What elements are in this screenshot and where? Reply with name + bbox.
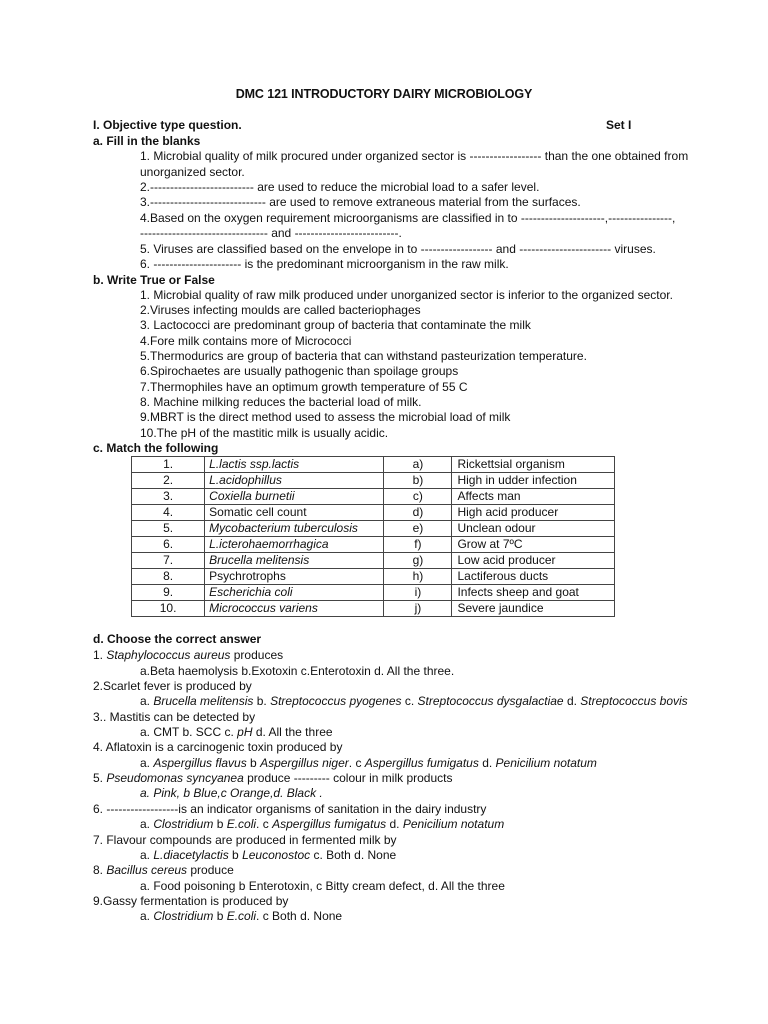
match-letter: i) — [384, 585, 452, 601]
truefalse-line: 3. Lactococci are predominant group of bacteria that contaminate the milk — [140, 318, 531, 332]
fill-line: unorganized sector. — [140, 165, 245, 179]
truefalse-line: 9.MBRT is the direct method used to assess the microbial load of milk — [140, 410, 511, 424]
set-label: Set I — [606, 118, 632, 132]
match-letter: h) — [384, 569, 452, 585]
match-item: Somatic cell count — [205, 505, 384, 521]
table-row — [132, 585, 615, 601]
question-9: 9.Gassy fermentation is produced by — [93, 894, 289, 908]
match-letter: c) — [384, 489, 452, 505]
question-6-options: a. Clostridium b E.coli. c Aspergillus fumigatus d. Penicilium notatum — [140, 817, 505, 831]
truefalse-line: 5.Thermodurics are group of bacteria that can withstand pasteurization temperature. — [140, 349, 587, 363]
match-item: L.icterohaemorrhagica — [205, 537, 384, 553]
match-letter: a) — [384, 457, 452, 473]
match-option: High acid producer — [452, 505, 615, 521]
fill-line: 1. Microbial quality of milk procured under organized sector is ------------------ than the one obtained from — [140, 149, 689, 163]
match-letter: d) — [384, 505, 452, 521]
match-item: Micrococcus variens — [205, 601, 384, 617]
question-8-options: a. Food poisoning b Enterotoxin, c Bitty cream defect, d. All the three — [140, 879, 505, 893]
match-item: L.acidophillus — [205, 473, 384, 489]
table-row — [132, 521, 615, 537]
question-1: 1. Staphylococcus aureus produces — [93, 648, 284, 662]
table-row — [132, 505, 615, 521]
question-3: 3.. Mastitis can be detected by — [93, 710, 256, 724]
match-option: Low acid producer — [452, 553, 615, 569]
match-heading: c. Match the following — [93, 441, 219, 455]
match-option: High in udder infection — [452, 473, 615, 489]
match-letter: b) — [384, 473, 452, 489]
table-row — [132, 473, 615, 489]
document-title: DMC 121 INTRODUCTORY DAIRY MICROBIOLOGY — [235, 87, 533, 101]
fill-line: 3.----------------------------- are used to remove extraneous material from the surfaces. — [140, 195, 581, 209]
fill-line: 6. ---------------------- is the predominant microorganism in the raw milk. — [140, 257, 509, 271]
match-number: 1. — [132, 457, 205, 473]
match-option: Rickettsial organism — [452, 457, 615, 473]
truefalse-heading: b. Write True or False — [93, 273, 215, 287]
match-letter: g) — [384, 553, 452, 569]
question-5-options: a. Pink, b Blue,c Orange,d. Black . — [140, 786, 323, 800]
match-number: 8. — [132, 569, 205, 585]
match-number: 5. — [132, 521, 205, 537]
match-option: Lactiferous ducts — [452, 569, 615, 585]
match-number: 3. — [132, 489, 205, 505]
match-option: Severe jaundice — [452, 601, 615, 617]
match-option: Unclean odour — [452, 521, 615, 537]
question-8: 8. Bacillus cereus produce — [93, 863, 234, 877]
match-option: Affects man — [452, 489, 615, 505]
fill-line: 4.Based on the oxygen requirement microorganisms are classified in to ---------------------,----------------, — [140, 211, 676, 225]
fill-line: -------------------------------- and --------------------------. — [140, 226, 402, 240]
match-option: Grow at 7ºC — [452, 537, 615, 553]
fill-heading: a. Fill in the blanks — [93, 134, 201, 148]
fill-line: 5. Viruses are classified based on the envelope in to ------------------ and ----------------------- viruses. — [140, 242, 656, 256]
table-row — [132, 489, 615, 505]
match-number: 10. — [132, 601, 205, 617]
table-row — [132, 457, 615, 473]
question-5: 5. Pseudomonas syncyanea produce --------- colour in milk products — [93, 771, 453, 785]
match-number: 9. — [132, 585, 205, 601]
match-item: Mycobacterium tuberculosis — [205, 521, 384, 537]
match-option: Infects sheep and goat — [452, 585, 615, 601]
match-number: 4. — [132, 505, 205, 521]
question-7: 7. Flavour compounds are produced in fermented milk by — [93, 833, 397, 847]
truefalse-line: 10.The pH of the mastitic milk is usually acidic. — [140, 426, 389, 440]
match-number: 2. — [132, 473, 205, 489]
table-row — [132, 553, 615, 569]
truefalse-line: 2.Viruses infecting moulds are called bacteriophages — [140, 303, 421, 317]
question-4: 4. Aflatoxin is a carcinogenic toxin produced by — [93, 740, 343, 754]
truefalse-line: 7.Thermophiles have an optimum growth temperature of 55 C — [140, 380, 468, 394]
table-row — [132, 537, 615, 553]
match-number: 6. — [132, 537, 205, 553]
match-item: Coxiella burnetii — [205, 489, 384, 505]
match-item: L.lactis ssp.lactis — [205, 457, 384, 473]
match-item: Brucella melitensis — [205, 553, 384, 569]
section-heading: I. Objective type question. — [93, 118, 242, 132]
truefalse-line: 4.Fore milk contains more of Micrococci — [140, 334, 352, 348]
table-row — [132, 601, 615, 617]
question-6: 6. ------------------is an indicator organisms of sanitation in the dairy industry — [93, 802, 487, 816]
question-3-options: a. CMT b. SCC c. pH d. All the three — [140, 725, 333, 739]
question-2-options: a. Brucella melitensis b. Streptococcus pyogenes c. Streptococcus dysgalactiae d. Streptococcus bovis — [140, 694, 688, 708]
match-item: Psychrotrophs — [205, 569, 384, 585]
match-item: Escherichia coli — [205, 585, 384, 601]
match-letter: e) — [384, 521, 452, 537]
truefalse-line: 8. Machine milking reduces the bacterial load of milk. — [140, 395, 422, 409]
truefalse-line: 6.Spirochaetes are usually pathogenic than spoilage groups — [140, 364, 459, 378]
match-table — [131, 456, 615, 617]
question-7-options: a. L.diacetylactis b Leuconostoc c. Both d. None — [140, 848, 397, 862]
table-row — [132, 569, 615, 585]
match-letter: f) — [384, 537, 452, 553]
fill-line: 2.-------------------------- are used to reduce the microbial load to a safer level. — [140, 180, 540, 194]
question-9-options: a. Clostridium b E.coli. c Both d. None — [140, 909, 343, 923]
choose-heading: d. Choose the correct answer — [93, 632, 262, 646]
question-4-options: a. Aspergillus flavus b Aspergillus niger. c Aspergillus fumigatus d. Penicilium notatum — [140, 756, 597, 770]
match-letter: j) — [384, 601, 452, 617]
truefalse-line: 1. Microbial quality of raw milk produced under unorganized sector is inferior to the organized sector. — [140, 288, 673, 302]
question-1-options: a.Beta haemolysis b.Exotoxin c.Enterotoxin d. All the three. — [140, 664, 455, 678]
question-2: 2.Scarlet fever is produced by — [93, 679, 252, 693]
match-number: 7. — [132, 553, 205, 569]
